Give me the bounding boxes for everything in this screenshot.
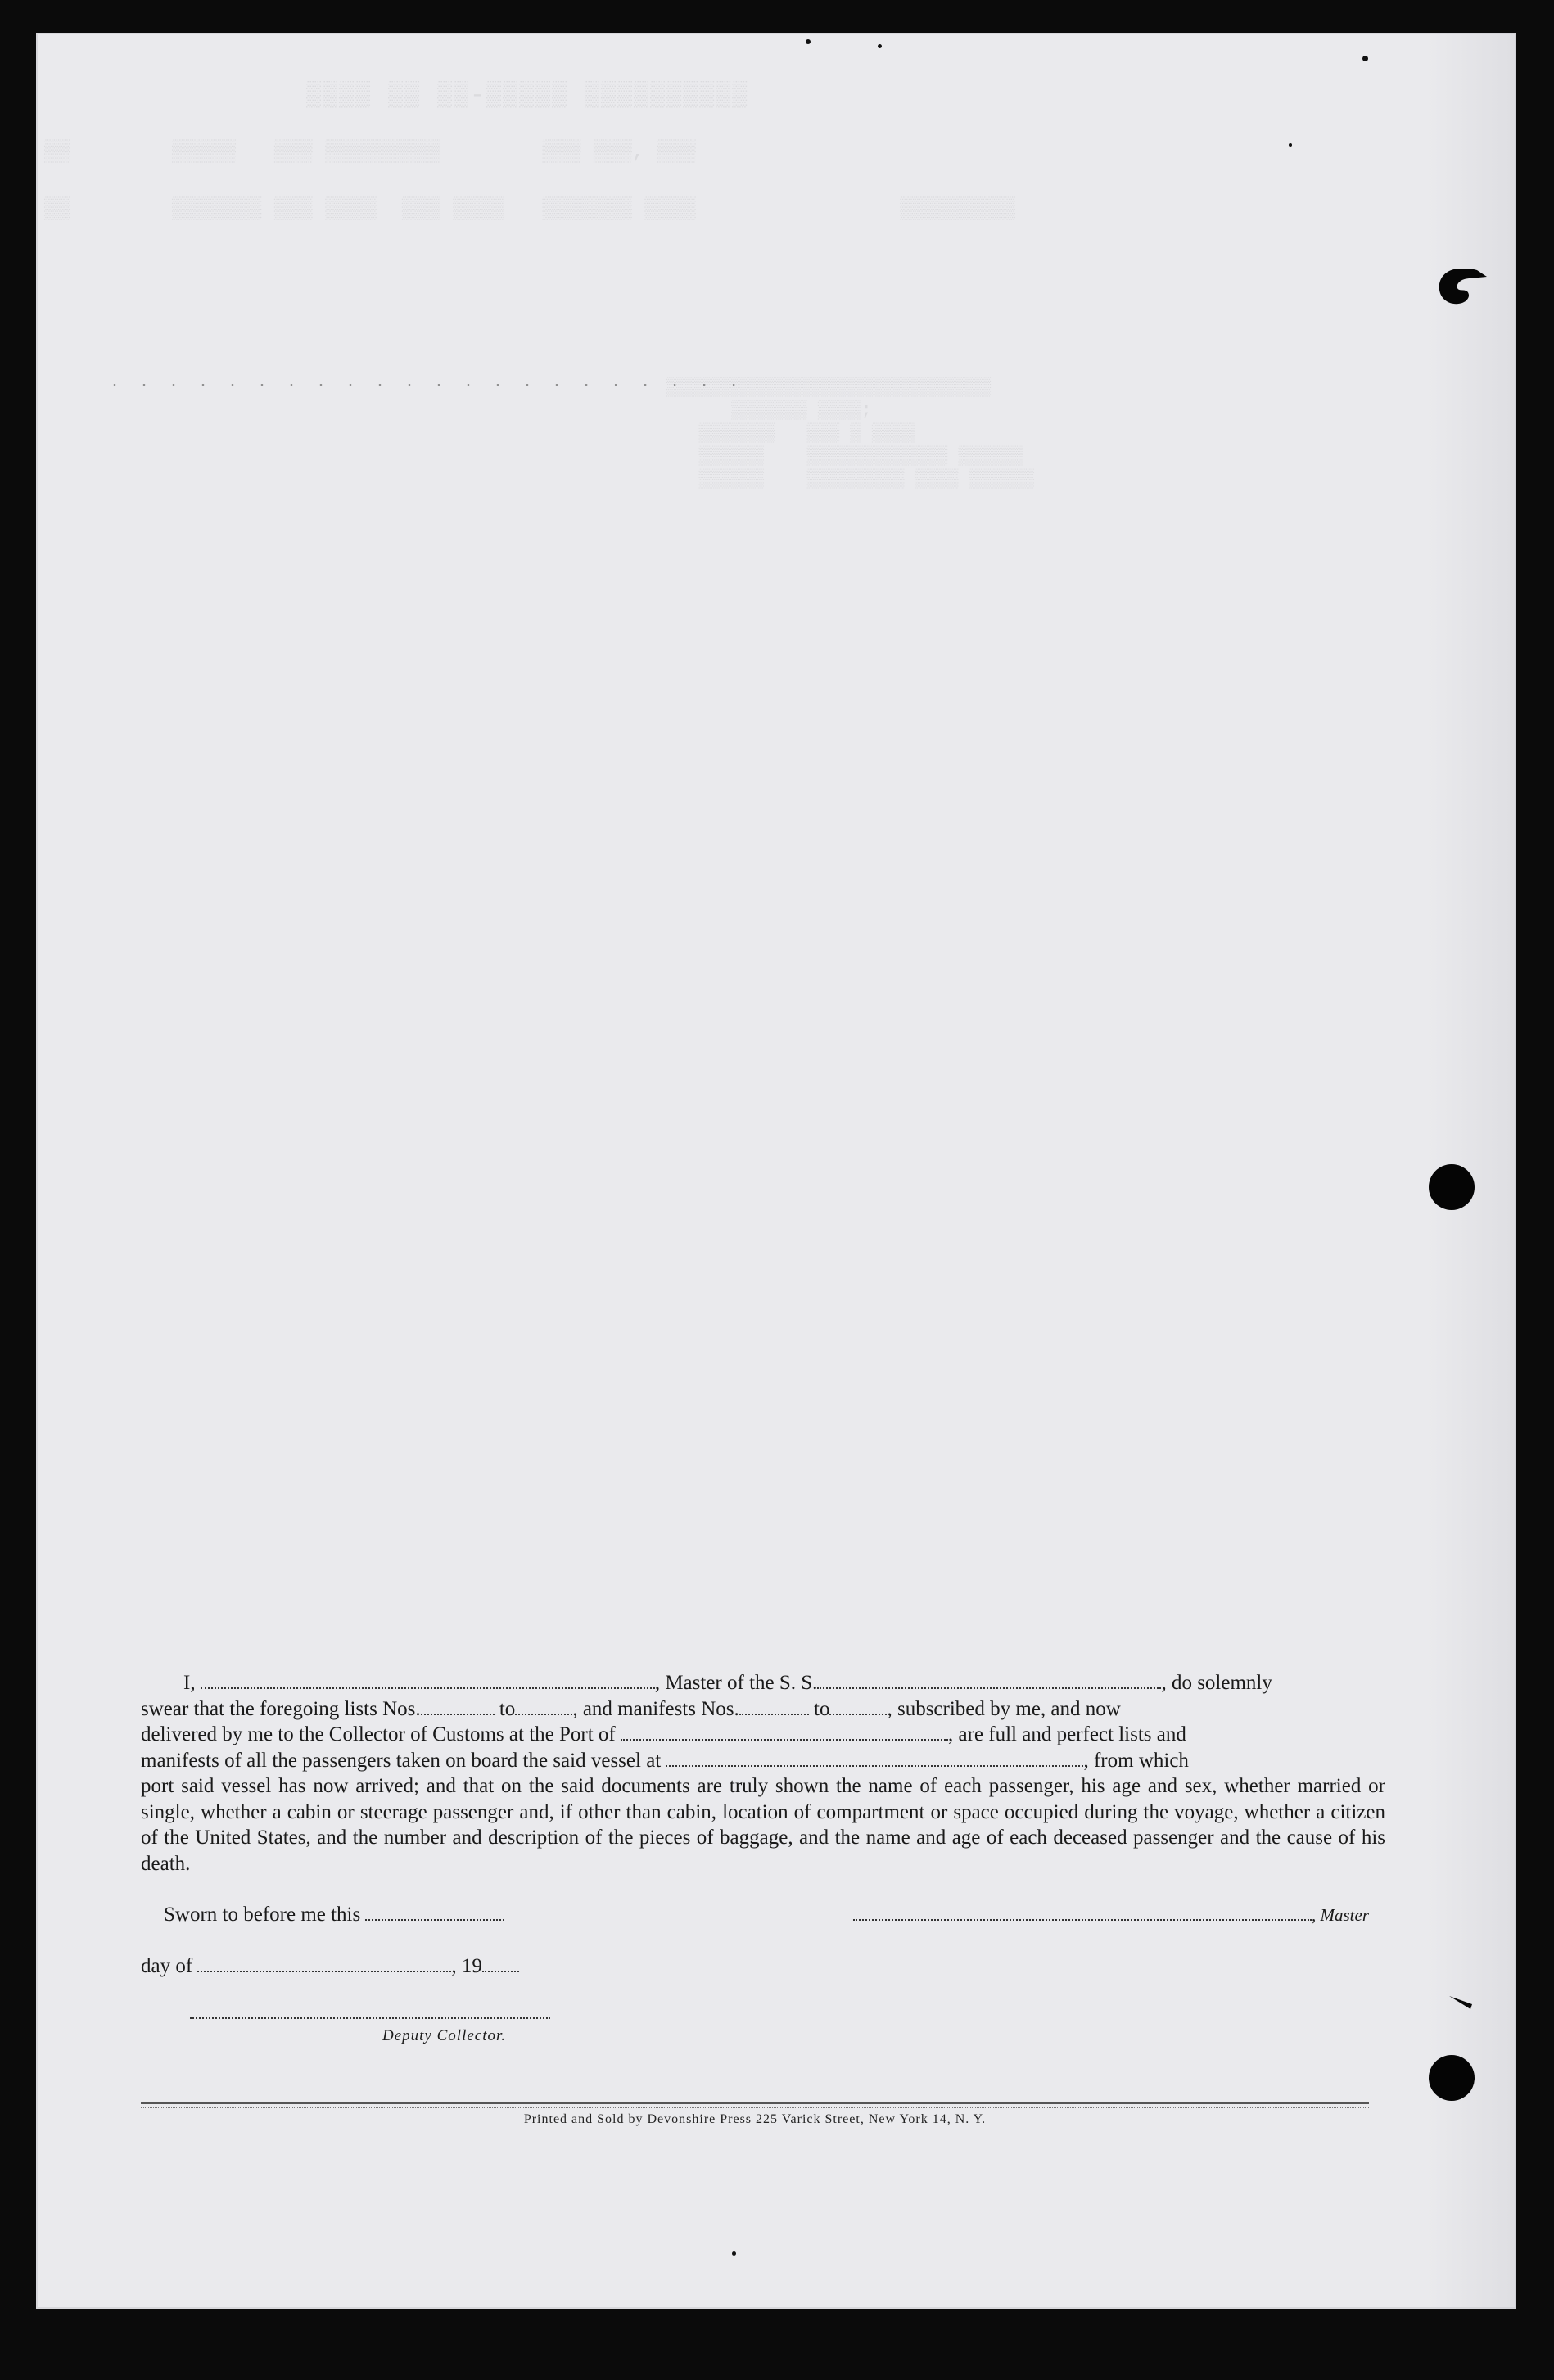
- oath-collector: delivered by me to the Collector of Customs at the Port of: [141, 1723, 616, 1745]
- master-name-blank: [201, 1671, 655, 1689]
- oath-subscribed: , subscribed by me, and now: [887, 1697, 1121, 1720]
- oath-from-which: , from which: [1083, 1749, 1189, 1772]
- master-signature-blank: [853, 1903, 1312, 1921]
- speck: [806, 39, 811, 44]
- manifests-to-blank: [829, 1697, 887, 1715]
- speck: [878, 44, 882, 48]
- lists-from-blank: [421, 1697, 495, 1715]
- oath-manifests-all: manifests of all the passengers taken on board the said vessel at: [141, 1749, 662, 1772]
- master-label: , Master: [1312, 1905, 1369, 1925]
- speck: [732, 2251, 736, 2256]
- day-of-label: day of: [141, 1955, 193, 1977]
- punch-hole: [1429, 2055, 1475, 2101]
- speck: [1362, 56, 1368, 61]
- binder-clip-icon: [1434, 262, 1492, 311]
- bleed-through-row-1: ▒▒ ▒▒▒▒▒ ▒▒▒ ▒▒▒▒▒▒▒▒▒ ▒▒▒ ▒▒▒, ▒▒▒: [44, 139, 696, 164]
- oath-full-perfect: , are full and perfect lists and: [948, 1723, 1186, 1745]
- lists-to-blank: [515, 1697, 572, 1715]
- bleed-through-block: ▒▒▒▒▒▒▒▒▒▒▒▒▒▒▒▒▒▒▒▒▒▒▒▒▒▒▒▒▒▒ ▒▒▒▒▒▒▒ ▒▒▒▒; ▒▒▒▒▒▒▒ ▒▒▒ ▒ ▒▒▒▒ ▒▒▒▒▒▒ ▒▒▒▒▒▒▒▒▒▒▒▒▒ ▒▒▒▒▒▒ ▒▒▒▒▒▒ ▒▒▒▒▒▒▒▒▒ ▒▒▒▒ ▒▒▒▒▒▒: [666, 377, 1034, 490]
- sworn-label: Sworn to before me this: [164, 1904, 361, 1926]
- year-prefix: , 19: [451, 1955, 482, 1977]
- day-of-row: [141, 1954, 1385, 1978]
- oath-to-2: to: [814, 1697, 830, 1720]
- bleed-through-heading: ▒▒▒▒ ▒▒ ▒▒-▒▒▒▒▒ ▒▒▒▒▒▒▒▒▒▒: [306, 82, 749, 110]
- oath-i: I,: [183, 1672, 196, 1694]
- month-blank: [197, 1954, 451, 1972]
- oath-body: port said vessel has now arrived; and that on the said documents are truly shown the name of each passenger, his age and sex, whether married or single, whether a cabin or steerage passenger and, if other than cabin, location of compartment or space occupied during the voyage, whether a citizen of the United States, and the number and description of the pieces of baggage, and the name and age of each deceased passenger and the cause of his death.: [141, 1775, 1385, 1875]
- oath-manifests-nos: , and manifests Nos.: [572, 1697, 739, 1720]
- oath-lists-nos: swear that the foregoing lists Nos.: [141, 1697, 421, 1720]
- oath-solemnly: , do solemnly: [1161, 1672, 1272, 1694]
- footer-rule-dotted: [141, 2107, 1369, 2108]
- document-page: [36, 33, 1516, 2309]
- sworn-date-blank: [365, 1903, 504, 1921]
- punch-hole: [1429, 1164, 1475, 1210]
- ship-name-blank: [817, 1671, 1161, 1689]
- port-blank: [621, 1723, 948, 1741]
- deputy-collector-label: Deputy Collector.: [382, 2027, 507, 2044]
- dotted-rule-top: · · · · · · · · · · · · · · · · · · · · · ·: [110, 377, 744, 395]
- printer-imprint: Printed and Sold by Devonshire Press 225 Varick Street, New York 14, N. Y.: [523, 2112, 987, 2126]
- staple-mark-icon: [1448, 1993, 1477, 2012]
- departure-port-blank: [666, 1749, 1083, 1767]
- oath-to-1: to: [499, 1697, 516, 1720]
- bleed-through-row-2: ▒▒ ▒▒▒▒▒▒▒ ▒▒▒ ▒▒▒▒ ▒▒▒ ▒▒▒▒ ▒▒▒▒▒▒▒ ▒▒▒▒ ▒▒▒▒▒▒▒▒▒: [44, 196, 1015, 221]
- speck: [1289, 143, 1292, 147]
- manifests-from-blank: [739, 1697, 809, 1715]
- deputy-signature-line: [190, 2017, 550, 2019]
- oath-paragraph: [141, 1670, 1385, 1876]
- footer-rule: [141, 2102, 1369, 2104]
- year-blank: [482, 1954, 519, 1972]
- oath-master-of-ss: , Master of the S. S.: [654, 1672, 818, 1694]
- sworn-row: [141, 1903, 1385, 1926]
